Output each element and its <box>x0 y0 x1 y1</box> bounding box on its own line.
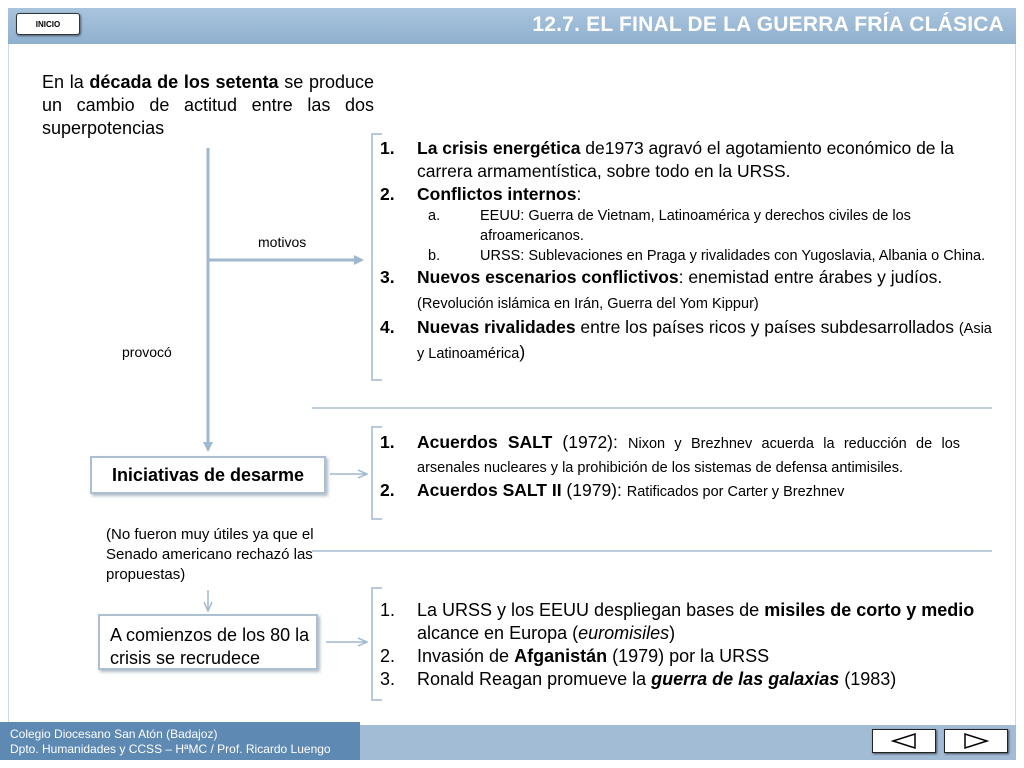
footer-department: Dpto. Humanidades y CCSS – HªMC / Prof. Ricardo Luengo <box>10 742 331 756</box>
disarmament-list <box>380 431 960 503</box>
provoco-label: provocó <box>122 344 172 360</box>
disarmament-box: Iniciativas de desarme <box>90 456 326 494</box>
intro-text: En la década de los setenta se produce un cambio de actitud entre las dos superpotencias <box>42 72 375 138</box>
footer-credits <box>0 722 360 760</box>
list-item: 1. Acuerdos SALT (1972): Nixon y Brezhnev acuerda la reducción de los arsenales nucleares y la prohibición de los sistemas de defensa antimisiles. <box>380 432 961 476</box>
list-item: 2. Invasión de Afganistán (1979) por la URSS <box>380 646 770 666</box>
list-item: 3. Nuevos escenarios conflictivos: enemistad entre árabes y judíos. (Revolución islámica en Irán, Guerra del Yom Kippur) <box>380 267 943 312</box>
motives-list <box>380 137 1000 366</box>
triangle-left-icon <box>889 732 919 750</box>
disarmament-note: (No fueron muy útiles ya que el Senado americano rechazó las propuestas) <box>106 526 314 583</box>
list-item: 4. Nuevas rivalidades entre los países ricos y países subdesarrollados (Asia y Latinoamérica) <box>380 317 992 362</box>
list-subitem: a. EEUU: Guerra de Vietnam, Latinoamérica y derechos civiles de los afroamericanos. <box>428 208 911 244</box>
next-slide-button[interactable] <box>944 729 1008 753</box>
list-item: 3. Ronald Reagan promueve la guerra de las galaxias (1983) <box>380 669 897 689</box>
footer-school: Colegio Diocesano San Atón (Badajoz) <box>10 727 218 741</box>
crisis80-list <box>380 599 990 691</box>
list-item: 1. La URSS y los EEUU despliegan bases de misiles de corto y medio alcance en Europa (euromisiles) <box>380 600 975 643</box>
crisis80-box: A comienzos de los 80 la crisis se recrudece <box>98 614 318 670</box>
slide-title: 12.7. EL FINAL DE LA GUERRA FRÍA CLÁSICA <box>532 13 1004 36</box>
list-item: 2. Acuerdos SALT II (1979): Ratificados por Carter y Brezhnev <box>380 480 845 500</box>
triangle-right-icon <box>961 732 991 750</box>
list-item: 1. La crisis energética de1973 agravó el agotamiento económico de la carrera armamentística, sobre todo en la URSS. <box>380 138 955 181</box>
list-item: 2. Conflictos internos: <box>380 184 582 204</box>
list-subitem: b. URSS: Sublevaciones en Praga y rivalidades con Yugoslavia, Albania o China. <box>428 248 986 264</box>
motivos-label: motivos <box>258 234 307 250</box>
home-button[interactable]: INICIO <box>16 13 80 35</box>
prev-slide-button[interactable] <box>872 729 936 753</box>
